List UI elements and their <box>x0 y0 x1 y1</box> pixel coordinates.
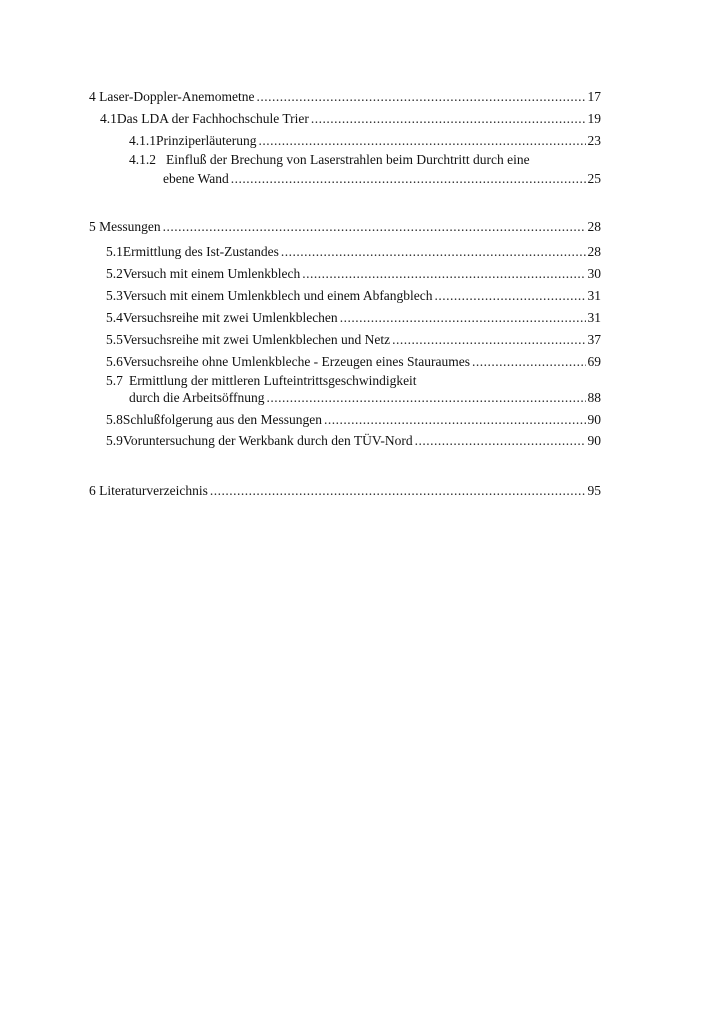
toc-page-number: 37 <box>587 332 601 347</box>
toc-title: 6 Literaturverzeichnis <box>89 483 208 498</box>
toc-title: Einfluß der Brechung von Laserstrahlen beim Durchtritt durch eine <box>166 152 530 167</box>
toc-entry-5[interactable] <box>89 219 601 235</box>
toc-leader <box>163 219 586 235</box>
toc-leader <box>435 288 586 304</box>
toc-page-number: 19 <box>587 111 601 126</box>
toc-title: Prinziperläuterung <box>156 133 257 148</box>
toc-number: 4.1.2 <box>129 152 156 167</box>
toc-number: 4.1 <box>100 111 117 126</box>
toc-title: Versuchsreihe mit zwei Umlenkblechen und Netz <box>122 332 391 347</box>
toc-title-continued: durch die Arbeitsöffnung <box>129 390 265 405</box>
toc-number: 5.1 <box>106 244 123 259</box>
toc-title: Schlußfolgerung aus den Messungen <box>122 412 322 427</box>
toc-title: Versuch mit einem Umlenkblech <box>122 266 301 281</box>
toc-leader <box>210 483 586 499</box>
toc-entry-5-7-line2[interactable] <box>129 390 601 406</box>
toc-entry-5-5[interactable] <box>106 332 601 348</box>
toc-page-number: 30 <box>587 266 601 281</box>
toc-page-number: 28 <box>587 219 601 234</box>
toc-entry-5-9[interactable] <box>106 433 601 449</box>
toc-leader <box>472 354 586 370</box>
toc-leader <box>392 332 585 348</box>
toc-title: Ermittlung der mittleren Lufteintrittsgeschwindigkeit <box>129 373 417 388</box>
toc-title: Das LDA der Fachhochschule Trier <box>116 111 309 126</box>
toc-number: 5.9 <box>106 433 123 448</box>
toc-leader <box>281 244 586 260</box>
toc-title: Versuch mit einem Umlenkblech und einem Abfangblech <box>122 288 433 303</box>
toc-entry-4[interactable] <box>89 89 601 105</box>
toc-number: 5.4 <box>106 310 123 325</box>
toc-page-number: 28 <box>587 244 601 259</box>
toc-number: 5.2 <box>106 266 123 281</box>
toc-entry-6[interactable] <box>89 483 601 499</box>
toc-number: 5.3 <box>106 288 123 303</box>
toc-leader <box>258 133 585 149</box>
toc-number: 5.8 <box>106 412 123 427</box>
toc-title: Versuchsreihe ohne Umlenkbleche - Erzeugen eines Stauraumes <box>122 354 470 369</box>
toc-leader <box>257 89 586 105</box>
toc-entry-5-8[interactable] <box>106 412 601 428</box>
toc-leader <box>266 390 585 406</box>
toc-leader <box>340 310 586 326</box>
toc-page-number: 23 <box>587 133 601 148</box>
toc-entry-5-3[interactable] <box>106 288 601 304</box>
toc-title-continued: ebene Wand <box>163 171 229 186</box>
toc-number: 4.1.1 <box>129 133 156 148</box>
toc-page-number: 90 <box>587 433 601 448</box>
toc-entry-4-1-2-line1[interactable] <box>129 152 530 168</box>
toc-entry-5-4[interactable] <box>106 310 601 326</box>
toc-number: 5.5 <box>106 332 123 347</box>
toc-leader <box>311 111 586 127</box>
toc-page-number: 90 <box>587 412 601 427</box>
toc-title: Versuchsreihe mit zwei Umlenkblechen <box>122 310 338 325</box>
toc-page-number: 17 <box>587 89 601 104</box>
toc-page-number: 31 <box>587 288 601 303</box>
toc-title: Ermittlung des Ist-Zustandes <box>122 244 279 259</box>
toc-number: 5.7 <box>106 373 123 388</box>
toc-leader <box>324 412 586 428</box>
toc-entry-4-1-2-line2[interactable] <box>163 171 601 187</box>
toc-title: Voruntersuchung der Werkbank durch den TÜV-Nord <box>122 433 413 448</box>
toc-number: 5.6 <box>106 354 123 369</box>
toc-entry-4-1-1[interactable] <box>129 133 601 149</box>
toc-page-number: 25 <box>587 171 601 186</box>
toc-page-number: 88 <box>587 390 601 405</box>
toc-title: 5 Messungen <box>89 219 161 234</box>
toc-page-number: 31 <box>587 310 601 325</box>
toc-entry-5-7-line1[interactable] <box>106 373 417 389</box>
toc-page-number: 69 <box>587 354 601 369</box>
toc-entry-5-2[interactable] <box>106 266 601 282</box>
toc-leader <box>415 433 586 449</box>
toc-title: 4 Laser-Doppler-Anemometne <box>89 89 255 104</box>
toc-leader <box>302 266 585 282</box>
toc-entry-5-6[interactable] <box>106 354 601 370</box>
toc-leader <box>231 171 586 187</box>
toc-entry-5-1[interactable] <box>106 244 601 260</box>
toc-page-number: 95 <box>587 483 601 498</box>
toc-entry-4-1[interactable] <box>100 111 601 127</box>
